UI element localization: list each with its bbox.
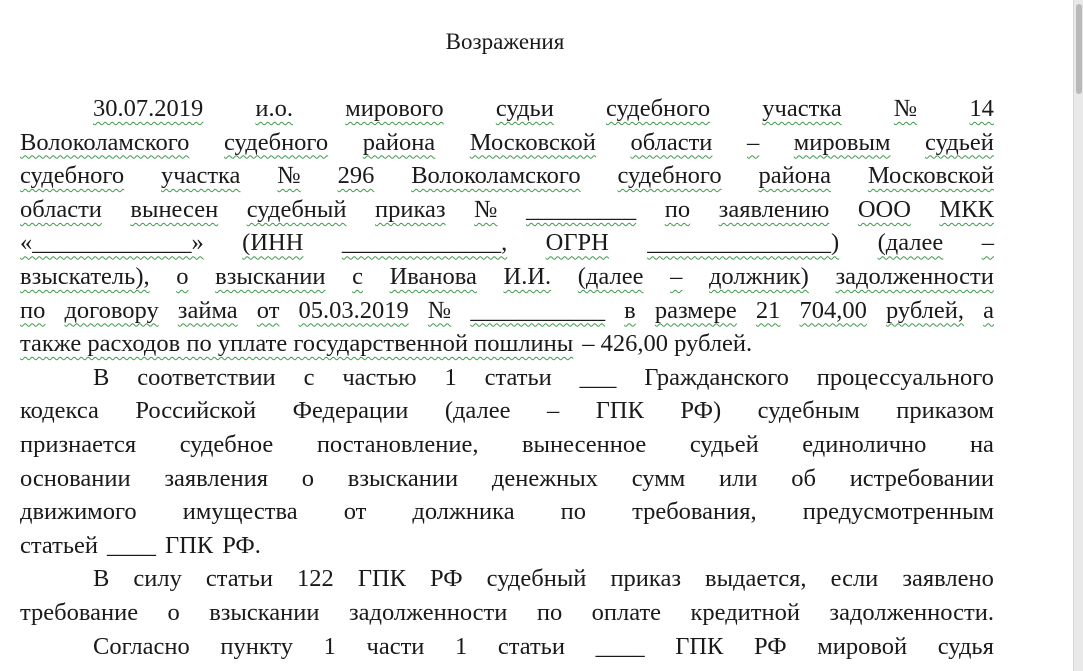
word: силу <box>133 565 182 593</box>
word: 296 <box>337 162 375 190</box>
word: Согласно <box>93 632 190 660</box>
word: соответствии <box>137 363 276 391</box>
word: вынесенное <box>521 431 647 458</box>
word: В <box>93 565 110 593</box>
word: и.о. <box>255 95 294 122</box>
word: предусмотренным <box>802 498 994 526</box>
word: № <box>427 296 452 324</box>
word: (далее <box>877 229 944 257</box>
word: № <box>277 162 301 190</box>
word: частью <box>342 363 417 391</box>
word: судьей <box>689 431 759 458</box>
word: должника <box>412 498 515 526</box>
word: ___________ <box>470 296 606 324</box>
word: Московской <box>867 162 994 190</box>
word: – <box>746 128 760 156</box>
text-line <box>93 361 994 394</box>
word: судебный <box>246 195 347 223</box>
word: 1 <box>444 363 457 391</box>
word: с <box>303 363 315 391</box>
word: по <box>20 296 46 324</box>
word: приказом <box>896 397 994 425</box>
word: оплате <box>591 599 662 626</box>
word: по <box>664 195 691 223</box>
word: судьей <box>925 128 994 156</box>
word: займа <box>177 296 238 324</box>
word: кредитной <box>690 599 800 626</box>
word: мировым <box>793 128 891 156</box>
word: судебного <box>617 162 722 190</box>
word: № <box>893 95 918 122</box>
word: взыскании <box>347 464 459 492</box>
word: ОГРН <box>545 229 609 257</box>
word: в <box>624 296 636 324</box>
word: ГПК <box>357 565 407 593</box>
word: основании <box>20 464 131 492</box>
text-line <box>93 562 994 595</box>
word: заявлено <box>902 565 994 593</box>
word: имущества <box>182 498 298 526</box>
word: судебного <box>20 162 125 190</box>
word: района <box>758 162 831 190</box>
word: РФ <box>430 565 463 593</box>
word: судебным <box>757 397 860 425</box>
scrollbar-thumb[interactable] <box>1076 4 1082 94</box>
word: РФ) <box>680 397 722 425</box>
word: рублей, <box>885 296 965 324</box>
word: РФ <box>754 632 787 660</box>
word: требование <box>20 599 139 626</box>
word: участка <box>161 162 241 190</box>
word: ГПК <box>165 531 214 559</box>
word: или <box>718 464 758 492</box>
document-title: Возражения <box>445 29 565 54</box>
phrase: – 426,00 рублей. <box>582 330 753 358</box>
word: постановление, <box>316 431 479 458</box>
word: – <box>547 397 560 425</box>
word: задолженности <box>348 599 508 626</box>
word: признается <box>20 431 137 458</box>
word: _____________, <box>341 229 508 257</box>
word: – <box>981 229 994 257</box>
word: задолженности. <box>829 599 994 626</box>
word: РФ. <box>222 531 261 559</box>
word: ___ <box>579 363 617 391</box>
word: единолично <box>802 431 927 458</box>
word: мирового <box>345 95 444 122</box>
word: МКК <box>939 195 994 223</box>
word: статьей <box>20 531 98 559</box>
word: 1 <box>323 632 336 660</box>
text-line <box>93 92 994 125</box>
word: процессуального <box>816 363 994 391</box>
word: если <box>830 565 879 593</box>
underlined-phrase: также расходов по уплате государственной пошлины <box>20 330 574 358</box>
text-line <box>20 495 994 528</box>
word: ____ <box>595 632 645 660</box>
word: а <box>983 296 994 324</box>
word: выдается, <box>705 565 807 593</box>
word: ____ <box>107 531 156 559</box>
word: статьи <box>484 363 552 391</box>
word: денежных <box>491 464 598 492</box>
word: 05.03.2019 <box>298 296 409 324</box>
word: (далее <box>444 397 511 425</box>
text-line <box>20 294 994 327</box>
word: 704,00 <box>799 296 867 324</box>
word: по <box>536 599 563 626</box>
word: с <box>352 263 363 290</box>
word: Волоколамского <box>20 128 190 156</box>
word: области <box>630 128 713 156</box>
word: статьи <box>205 565 273 593</box>
word: движимого <box>20 498 137 526</box>
text-line <box>20 260 994 293</box>
word: (далее <box>577 263 644 290</box>
word: взыскании <box>215 263 326 290</box>
word: заявлению <box>718 195 830 223</box>
word: «_____________» <box>20 229 204 257</box>
word: области <box>20 195 102 223</box>
word: сумм <box>631 464 686 492</box>
word: судебный <box>486 565 587 593</box>
text-line <box>20 226 994 259</box>
word: ГПК <box>595 397 644 425</box>
word: – <box>670 263 683 290</box>
word: судья <box>937 632 994 660</box>
word: требования, <box>632 498 757 526</box>
word: 14 <box>969 95 994 122</box>
word: задолженности <box>835 263 994 290</box>
text-line <box>20 462 994 495</box>
word: участка <box>762 95 842 122</box>
word: 30.07.2019 <box>93 95 204 122</box>
word: _______________) <box>647 229 840 257</box>
text-line <box>20 596 994 629</box>
word: Гражданского <box>644 363 789 391</box>
word: пункту <box>220 632 294 660</box>
word: мировой <box>817 632 908 660</box>
word: Волоколамского <box>411 162 581 190</box>
text-line <box>20 327 994 360</box>
word: судебного <box>605 95 711 122</box>
word: о <box>176 263 189 290</box>
word: района <box>362 128 436 156</box>
word: Федерации <box>292 397 409 425</box>
word: 1 <box>455 632 468 660</box>
word: приказ <box>375 195 446 223</box>
text-line <box>20 193 994 226</box>
text-line <box>20 529 994 562</box>
word: от <box>343 498 367 526</box>
text-line <box>20 159 994 192</box>
word: 21 <box>755 296 781 324</box>
word: части <box>366 632 425 660</box>
vertical-scrollbar[interactable] <box>1073 0 1083 671</box>
word: ООО <box>857 195 911 223</box>
word: судебного <box>224 128 329 156</box>
word: на <box>969 431 994 458</box>
word: размере <box>654 296 737 324</box>
text-line <box>20 126 994 159</box>
word: по <box>560 498 587 526</box>
word: о <box>167 599 180 626</box>
text-line <box>93 630 994 663</box>
word: взыскатель), <box>20 263 150 290</box>
word: статьи <box>497 632 565 660</box>
word: кодекса <box>20 397 99 425</box>
word: заявления <box>164 464 268 492</box>
word: Московской <box>469 128 596 156</box>
word: Российской <box>135 397 257 425</box>
word: договору <box>64 296 159 324</box>
word: судьи <box>495 95 554 122</box>
word: о <box>301 464 315 492</box>
word: _________ <box>525 195 637 223</box>
word: Иванова <box>389 263 477 290</box>
word: ГПК <box>675 632 724 660</box>
word: В <box>93 363 110 391</box>
word: должник) <box>708 263 809 290</box>
word: И.И. <box>503 263 552 290</box>
word: судебное <box>179 431 274 458</box>
word: (ИНН <box>242 229 304 257</box>
word: 122 <box>297 565 334 593</box>
word: взыскании <box>209 599 320 626</box>
text-line <box>20 394 994 427</box>
word: вынесен <box>130 195 219 223</box>
word: истребовании <box>849 464 994 492</box>
text-line <box>20 428 994 461</box>
word: № <box>474 195 498 223</box>
word: приказ <box>610 565 681 593</box>
word: об <box>791 464 816 492</box>
word: от <box>256 296 280 324</box>
